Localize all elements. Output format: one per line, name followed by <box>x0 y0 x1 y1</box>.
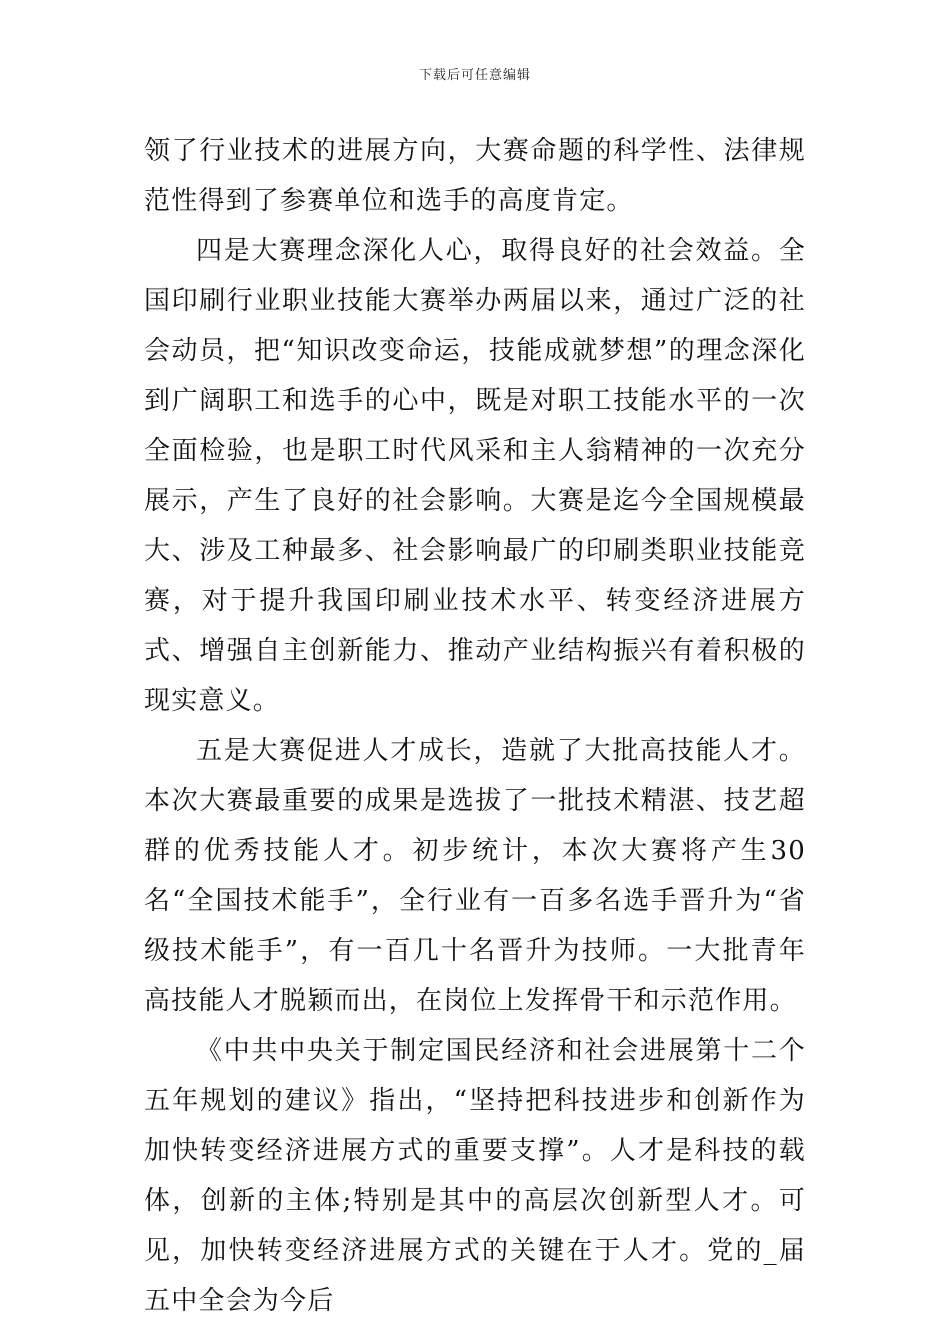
page-header: 下载后可任意编辑 <box>418 68 531 83</box>
paragraph-continuation: 领了行业技术的进展方向，大赛命题的科学性、法律规范性得到了参赛单位和选手的高度肯定。 <box>144 136 806 216</box>
document-body <box>144 126 806 1326</box>
paragraph-point-four: 四是大赛理念深化人心，取得良好的社会效益。全国印刷行业职业技能大赛举办两届以来，通过广泛的社会动员，把“知识改变命运，技能成就梦想”的理念深化到广阔职工和选手的心中，既是对职工技能水平的一次全面检验，也是职工时代风采和主人翁精神的一次充分展示，产生了良好的社会影响。大赛是迄今全国规模最大、涉及工种最多、社会影响最广的印刷类职业技能竞赛，对于提升我国印刷业技术水平、转变经济进展方式、增强自主创新能力、推动产业结构振兴有着积极的现实意义。 <box>144 236 806 716</box>
paragraph-five-year-plan: 《中共中央关于制定国民经济和社会进展第十二个五年规划的建议》指出，“坚持把科技进步和创新作为加快转变经济进展方式的重要支撑”。人才是科技的载体，创新的主体;特别是其中的高层次创新型人才。可见，加快转变经济进展方式的关键在于人才。党的_届五中全会为今后 <box>144 1036 806 1316</box>
paragraph-point-five: 五是大赛促进人才成长，造就了大批高技能人才。本次大赛最重要的成果是选拔了一批技术精湛、技艺超群的优秀技能人才。初步统计，本次大赛将产生30名“全国技术能手”，全行业有一百多名选手晋升为“省级技术能手”，有一百几十名晋升为技师。一大批青年高技能人才脱颖而出，在岗位上发挥骨干和示范作用。 <box>144 736 806 1016</box>
